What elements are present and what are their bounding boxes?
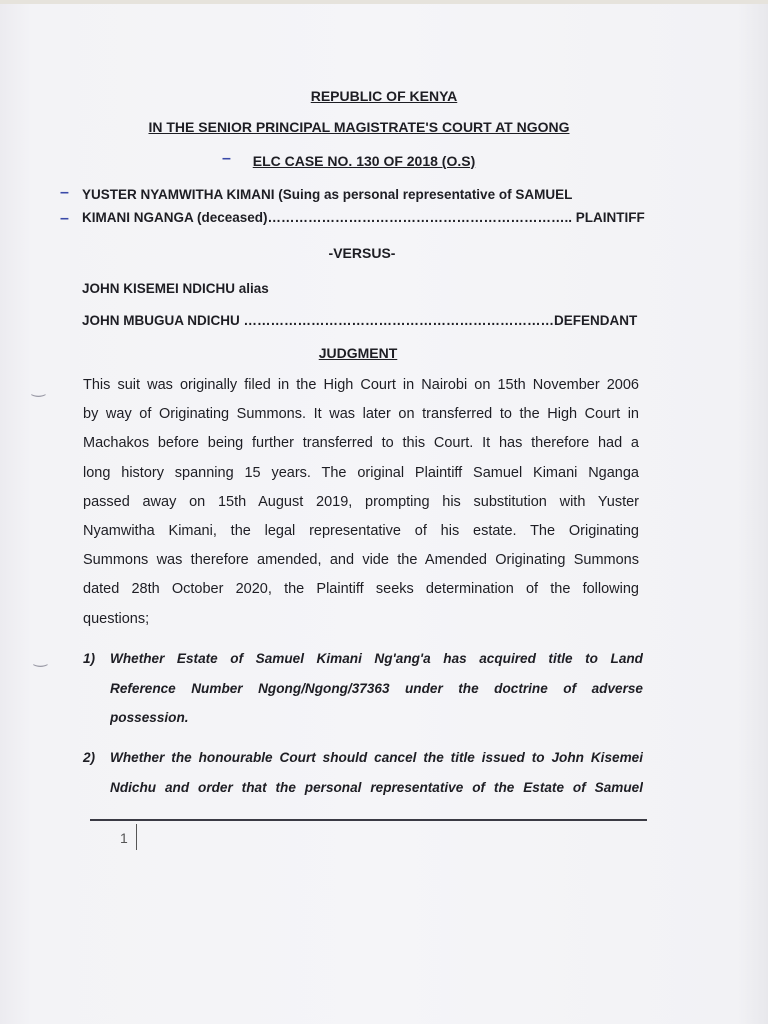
page-number: 1 bbox=[120, 830, 128, 846]
paragraph-line: questions; bbox=[83, 610, 150, 627]
pen-mark: – bbox=[60, 210, 69, 227]
case-number: ELC CASE NO. 130 OF 2018 (O.S) bbox=[252, 153, 476, 169]
paragraph-line: This suit was originally filed in the High Court in Nairobi on 15th November 2006 bbox=[83, 377, 639, 393]
scan-edge bbox=[0, 0, 768, 4]
paragraph-line: by way of Originating Summons. It was later on transferred to the High Court in bbox=[83, 406, 639, 423]
page-number-bar bbox=[136, 824, 137, 850]
plaintiff-label: KIMANI NGANGA (deceased)………………………………………………………….. PLAINTIFF bbox=[82, 210, 645, 225]
paragraph-line: Nyamwitha Kimani, the legal representative of his estate. The Originating bbox=[83, 522, 639, 539]
question-line: possession. bbox=[110, 710, 189, 725]
pencil-mark: ‿ bbox=[32, 380, 45, 397]
question-item bbox=[83, 644, 643, 733]
question-number: 1) bbox=[83, 651, 96, 666]
paragraph-line: Machakos before being further transferred to this Court. It has therefore had a bbox=[83, 435, 639, 452]
question-line: Whether Estate of Samuel Kimani Ng'ang'a has acquired title to Land bbox=[110, 651, 643, 666]
question-item bbox=[83, 743, 643, 802]
defendant-label: JOHN MBUGUA NDICHU ……………………………………………………………DEFENDANT bbox=[82, 313, 638, 328]
judgment-paragraph bbox=[83, 371, 639, 634]
question-line: Whether the honourable Court should cancel the title issued to John Kisemei bbox=[110, 750, 643, 765]
paragraph-line: Summons was therefore amended, and vide the Amended Originating Summons bbox=[83, 552, 639, 569]
question-line: Reference Number Ngong/Ngong/37363 under the doctrine of adverse bbox=[110, 680, 643, 696]
paragraph-line: passed away on 15th August 2019, prompting his substitution with Yuster bbox=[83, 493, 639, 510]
paragraph-line: long history spanning 15 years. The original Plaintiff Samuel Kimani Nganga bbox=[83, 464, 639, 481]
plaintiff-name: YUSTER NYAMWITHA KIMANI (Suing as personal representative of SAMUEL bbox=[82, 187, 573, 202]
question-number: 2) bbox=[83, 750, 96, 765]
pen-mark: – bbox=[222, 150, 231, 167]
court-heading: IN THE SENIOR PRINCIPAL MAGISTRATE'S COURT AT NGONG bbox=[148, 119, 570, 135]
pen-mark: – bbox=[60, 184, 69, 201]
versus-label: -VERSUS- bbox=[328, 245, 396, 261]
footer-rule bbox=[90, 819, 647, 821]
judgment-title: JUDGMENT bbox=[318, 345, 398, 361]
defendant-name: JOHN KISEMEI NDICHU alias bbox=[82, 281, 269, 296]
paragraph-line: dated 28th October 2020, the Plaintiff seeks determination of the following bbox=[83, 581, 639, 598]
republic-heading: REPUBLIC OF KENYA bbox=[310, 88, 458, 104]
question-line: Ndichu and order that the personal representative of the Estate of Samuel bbox=[110, 779, 643, 795]
pencil-mark: ‿ bbox=[34, 650, 47, 667]
